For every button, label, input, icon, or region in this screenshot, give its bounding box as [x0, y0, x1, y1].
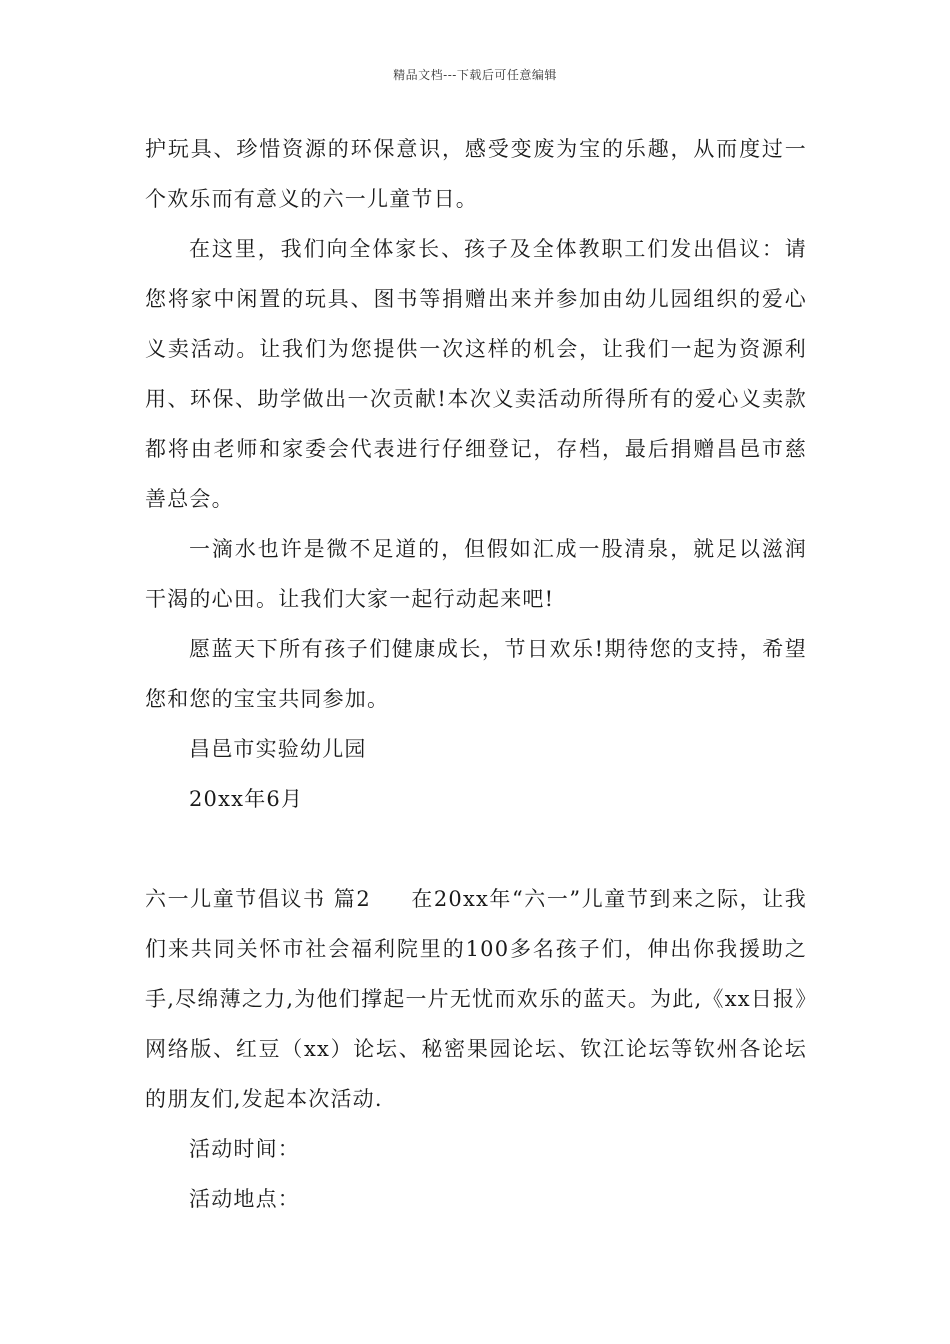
section-gap — [145, 824, 807, 874]
paragraph-2: 在这里，我们向全体家长、孩子及全体教职工们发出倡议：请您将家中闲置的玩具、图书等捐赠出来并参加由幼儿园组织的爱心义卖活动。让我们为您提供一次这样的机会，让我们一起为资源利用、环保、助学做出一次贡献!本次义卖活动所得所有的爱心义卖款都将由老师和家委会代表进行仔细登记，存档，最后捐赠昌邑市慈善总会。 — [145, 237, 807, 511]
document-body — [145, 124, 807, 1224]
paragraph-1: 护玩具、珍惜资源的环保意识，感受变废为宝的乐趣，从而度过一个欢乐而有意义的六一儿童节日。 — [145, 137, 807, 211]
article-2-text: 在20xx年“六一”儿童节到来之际，让我们来共同关怀市社会福利院里的100多名孩子们，伸出你我援助之手,尽绵薄之力,为他们撑起一片无忧而欢乐的蓝天。为此,《xx日报》网络版、红豆（xx）论坛、秘密果园论坛、钦江论坛等钦州各论坛的朋友们,发起本次活动. — [145, 887, 807, 1111]
paragraph-3: 一滴水也许是微不足道的，但假如汇成一股清泉，就足以滋润干渴的心田。让我们大家一起行动起来吧! — [145, 537, 807, 611]
activity-place: 活动地点： — [189, 1187, 300, 1211]
paragraph-4: 愿蓝天下所有孩子们健康成长，节日欢乐!期待您的支持，希望您和您的宝宝共同参加。 — [145, 637, 807, 711]
date: 20xx年6月 — [189, 787, 304, 811]
signature: 昌邑市实验幼儿园 — [189, 737, 367, 761]
page-header: 精品文档---下载后可任意编辑 — [393, 68, 557, 82]
article-2-paragraph — [145, 874, 807, 1124]
article-2-title: 六一儿童节倡议书 篇2 — [145, 887, 371, 911]
activity-time: 活动时间： — [189, 1137, 300, 1161]
